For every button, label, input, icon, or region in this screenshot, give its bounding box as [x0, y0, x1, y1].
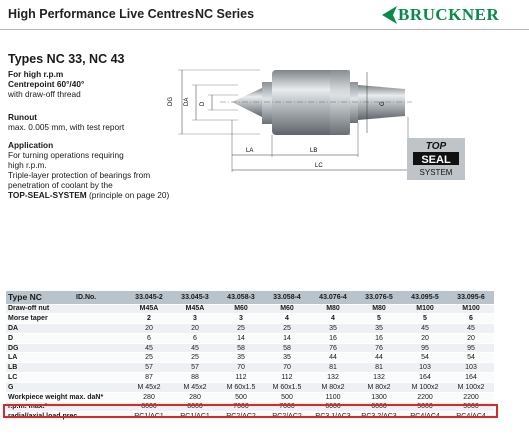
header-col: 43.076-4	[310, 291, 356, 304]
table-cell: M80	[356, 304, 402, 314]
badge-system-text: SYSTEM	[419, 168, 453, 177]
table-cell: 5	[402, 314, 448, 324]
row-label: r.p.m. max.*	[6, 402, 126, 412]
bruckner-logo	[380, 3, 522, 27]
table-cell: 58	[218, 343, 264, 353]
table-row	[6, 333, 494, 343]
table-cell: RC4/AC4	[402, 412, 448, 422]
table-cell: 8000	[172, 402, 218, 412]
table-row	[6, 314, 494, 324]
table-cell: M 45x2	[172, 382, 218, 392]
header-col: 33.045-3	[172, 291, 218, 304]
table-cell: M45A	[126, 304, 172, 314]
application-page-ref: (principle on page 20)	[86, 190, 170, 200]
header-series: NC Series	[195, 7, 255, 21]
table-cell: RC3.1/AC3	[310, 412, 356, 422]
table-cell: 132	[356, 373, 402, 383]
application-line: Triple-layer protection of bearings from	[8, 170, 151, 180]
workpiece-weight-highlight	[3, 404, 498, 418]
table-cell: M 100x2	[402, 382, 448, 392]
table-cell: 14	[218, 333, 264, 343]
table-cell: 6	[126, 333, 172, 343]
table-cell: 3	[218, 314, 264, 324]
table-cell: 70	[264, 363, 310, 373]
table-cell: 6	[448, 314, 494, 324]
dim-lb-label: LB	[310, 148, 318, 154]
row-label: LC	[6, 373, 126, 383]
live-centre-drawing	[160, 60, 420, 185]
table-cell: 35	[218, 353, 264, 363]
table-row	[6, 324, 494, 334]
table-cell: 45	[126, 343, 172, 353]
table-cell: 8000	[126, 402, 172, 412]
table-cell: 112	[264, 373, 310, 383]
table-cell: 95	[402, 343, 448, 353]
table-cell: 57	[172, 363, 218, 373]
header-col: 33.095-6	[448, 291, 494, 304]
table-cell: 164	[448, 373, 494, 383]
row-label: Draw-off nut	[6, 304, 126, 314]
feature-line: Centrepoint 60°/40°	[8, 79, 85, 89]
application-section	[8, 140, 169, 200]
header-type: Type NC	[6, 291, 74, 304]
row-label: LB	[6, 363, 126, 373]
table-cell: 103	[402, 363, 448, 373]
table-cell: 44	[356, 353, 402, 363]
application-line: For turning operations requiring	[8, 150, 124, 160]
table-cell: 6000	[356, 402, 402, 412]
table-row	[6, 343, 494, 353]
table-cell: 132	[310, 373, 356, 383]
row-label: Morse taper	[6, 314, 126, 324]
table-cell: 20	[402, 333, 448, 343]
table-cell: M100	[402, 304, 448, 314]
product-features	[8, 69, 84, 99]
table-cell: 45	[172, 343, 218, 353]
table-row	[6, 382, 494, 392]
table-cell: 1100	[310, 392, 356, 402]
table-cell: 112	[218, 373, 264, 383]
table-cell: 76	[356, 343, 402, 353]
table-cell: 20	[126, 324, 172, 334]
table-cell: M 100x2	[448, 382, 494, 392]
top-seal-system-badge	[407, 138, 465, 180]
table-cell: RC1/AC1	[126, 412, 172, 422]
runout-section	[8, 112, 124, 132]
table-cell: 25	[126, 353, 172, 363]
table-cell: M45A	[172, 304, 218, 314]
page-header	[0, 0, 529, 30]
header-col: 33.045-2	[126, 291, 172, 304]
table-cell: 5000	[402, 402, 448, 412]
runout-text: max. 0.005 mm, with test report	[8, 122, 125, 132]
dim-la-label: LA	[246, 148, 254, 154]
table-cell: 95	[448, 343, 494, 353]
table-cell: 44	[310, 353, 356, 363]
table-cell: M80	[310, 304, 356, 314]
table-cell: 6000	[310, 402, 356, 412]
row-label: Workpiece weight max. daN*	[6, 392, 126, 402]
table-cell: 280	[126, 392, 172, 402]
dim-g-label: G	[380, 101, 386, 106]
table-cell: 103	[448, 363, 494, 373]
header-col: 43.058-3	[218, 291, 264, 304]
table-cell: 81	[310, 363, 356, 373]
row-label: DA	[6, 324, 126, 334]
table-row	[6, 373, 494, 383]
header-col: 33.076-5	[356, 291, 402, 304]
table-cell: 280	[172, 392, 218, 402]
badge-seal-text: SEAL	[421, 154, 451, 166]
specs-table	[6, 291, 494, 422]
dim-dg-label: DG	[168, 97, 174, 106]
row-label: D	[6, 333, 126, 343]
table-row	[6, 353, 494, 363]
table-cell: 16	[356, 333, 402, 343]
table-cell: 4	[264, 314, 310, 324]
table-cell: 14	[264, 333, 310, 343]
application-line: penetration of coolant by the	[8, 180, 113, 190]
table-cell: 81	[356, 363, 402, 373]
dim-lc-label: LC	[315, 163, 323, 169]
table-cell: 54	[402, 353, 448, 363]
row-label: G	[6, 382, 126, 392]
table-row	[6, 363, 494, 373]
header-divider	[0, 29, 529, 30]
product-title: Types NC 33, NC 43	[8, 52, 125, 66]
table-cell: 45	[448, 324, 494, 334]
table-cell: 57	[126, 363, 172, 373]
header-col: 33.058-4	[264, 291, 310, 304]
table-cell: 2200	[402, 392, 448, 402]
feature-line: with draw-off thread	[8, 89, 81, 99]
brand-arrow-icon	[380, 4, 400, 26]
table-cell: M60	[264, 304, 310, 314]
header-idno: ID.No.	[74, 291, 126, 304]
table-cell: 5000	[448, 402, 494, 412]
table-row	[6, 392, 494, 402]
application-line	[8, 190, 169, 200]
table-cell: RC2/AC2	[264, 412, 310, 422]
table-cell: 7000	[218, 402, 264, 412]
table-cell: 45	[402, 324, 448, 334]
row-label: LA	[6, 353, 126, 363]
table-cell: 76	[310, 343, 356, 353]
table-cell: 35	[310, 324, 356, 334]
table-cell: M 80x2	[310, 382, 356, 392]
brand-wordmark: BRUCKNER	[398, 5, 500, 24]
table-cell: M60	[218, 304, 264, 314]
table-cell: RC2/AC2	[218, 412, 264, 422]
dim-d-label: D	[200, 101, 206, 106]
table-cell: M 45x2	[126, 382, 172, 392]
application-line: high r.p.m.	[8, 160, 47, 170]
specs-table-wrapper	[6, 291, 494, 422]
table-cell: M 80x2	[356, 382, 402, 392]
table-cell: 70	[218, 363, 264, 373]
feature-line: For high r.p.m	[8, 69, 64, 79]
table-row	[6, 304, 494, 314]
table-cell: 4	[310, 314, 356, 324]
table-cell: M100	[448, 304, 494, 314]
table-cell: RC4/AC4	[448, 412, 494, 422]
row-label: radial/axial load prec.	[6, 412, 126, 422]
dim-da-label: DA	[184, 97, 190, 106]
row-label: DG	[6, 343, 126, 353]
table-cell: 16	[310, 333, 356, 343]
table-cell: 35	[356, 324, 402, 334]
table-header-row	[6, 291, 494, 304]
table-cell: 2200	[448, 392, 494, 402]
application-label: Application	[8, 140, 54, 150]
badge-top-text: TOP	[425, 141, 447, 152]
header-title: High Performance Live Centres	[8, 7, 195, 21]
table-cell: 5	[356, 314, 402, 324]
table-cell: 20	[172, 324, 218, 334]
top-seal-system-name: TOP-SEAL-SYSTEM	[8, 190, 87, 200]
table-cell: 500	[218, 392, 264, 402]
table-cell: 6	[172, 333, 218, 343]
runout-label: Runout	[8, 112, 38, 122]
table-cell: 3	[172, 314, 218, 324]
table-cell: 500	[264, 392, 310, 402]
table-cell: 20	[448, 333, 494, 343]
table-cell: RC3.2/AC3	[356, 412, 402, 422]
table-cell: 25	[264, 324, 310, 334]
table-cell: 54	[448, 353, 494, 363]
table-cell: M 60x1.5	[264, 382, 310, 392]
table-cell: 35	[264, 353, 310, 363]
table-cell: 87	[126, 373, 172, 383]
table-cell: 88	[172, 373, 218, 383]
table-cell: 2	[126, 314, 172, 324]
table-cell: 1300	[356, 392, 402, 402]
table-cell: 25	[172, 353, 218, 363]
table-cell: 58	[264, 343, 310, 353]
table-cell: 25	[218, 324, 264, 334]
table-cell: M 60x1.5	[218, 382, 264, 392]
table-cell: 7000	[264, 402, 310, 412]
header-col: 43.095-5	[402, 291, 448, 304]
table-cell: 164	[402, 373, 448, 383]
table-cell: RC1/AC1	[172, 412, 218, 422]
